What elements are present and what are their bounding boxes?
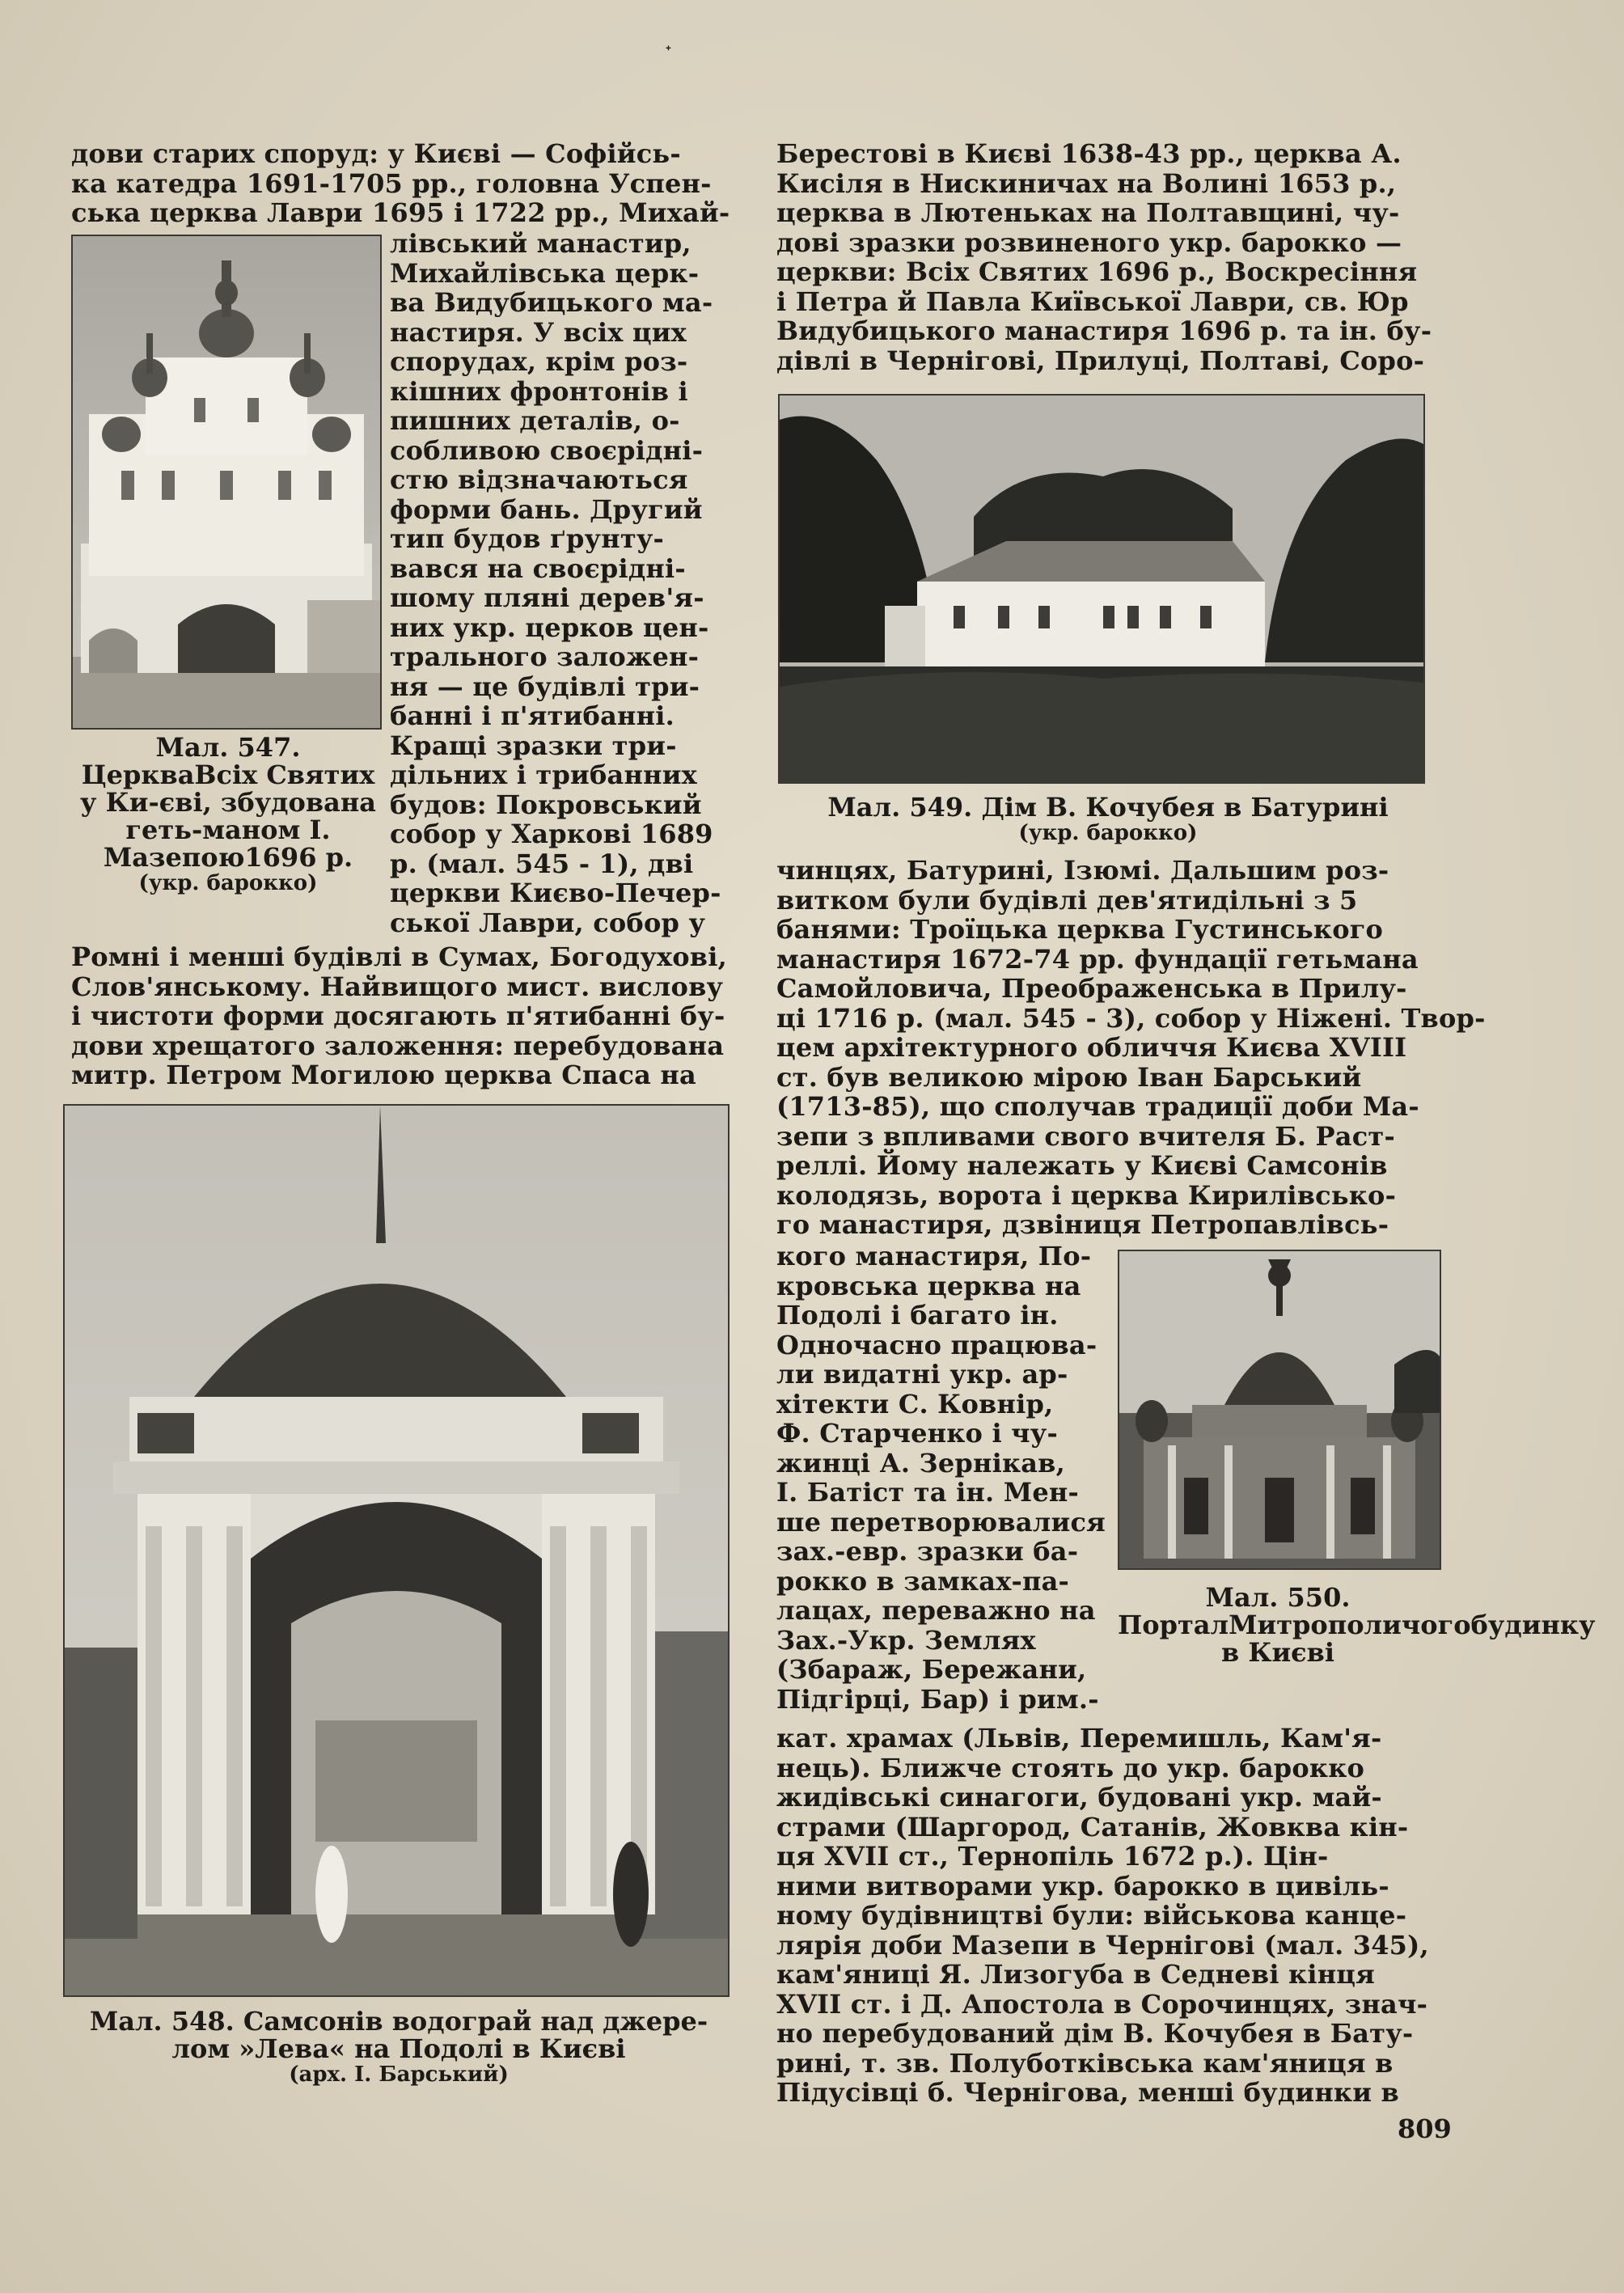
text-line: го манастиря, дзвіниця Петропавлівсь- — [776, 1209, 1389, 1240]
text-line: Самойловича, Преображенська в Прилу- — [776, 973, 1407, 1004]
figure-caption-note: (арх. І. Барський) — [289, 2062, 509, 2087]
text-line: кам'яниці Я. Лизогуба в Седневі кінця — [776, 1959, 1375, 1990]
fig549-photo — [778, 394, 1425, 784]
text-line: пишних деталів, о- — [390, 405, 680, 436]
text-line: жинці А. Зернікав, — [776, 1447, 1065, 1479]
text-line: ка катедра 1691-1705 рр., головна Успен- — [71, 167, 712, 199]
text-line: Кращі зразки три- — [390, 730, 677, 761]
text-line: дові зразки розвиненого укр. барокко — — [776, 226, 1402, 258]
text-line: і Петра й Павла Київської Лаври, св. Юр — [776, 286, 1409, 317]
text-line: дівлі в Чернігові, Прилуці, Полтаві, Соро- — [776, 345, 1425, 376]
text-line: церква в Лютеньках на Полтавщині, чу- — [776, 197, 1400, 228]
text-line: хітекти С. Ковнір, — [776, 1388, 1054, 1419]
text-line: Ф. Старченко і чу- — [776, 1418, 1058, 1449]
text-line: Мал. 547. Церква — [81, 732, 301, 790]
text-line: дови хрещатого заложення: перебудована — [71, 1030, 725, 1061]
paragraph — [71, 139, 733, 228]
text-line: шому пляні дерев'я- — [390, 582, 704, 613]
church-all-saints-image — [73, 236, 380, 728]
right-mid-text — [776, 855, 1486, 1240]
text-line: форми бань. Другий — [390, 493, 703, 525]
text-line: єві, збудована геть- — [125, 787, 376, 845]
fig550-caption — [1118, 1582, 1596, 1668]
text-line: но перебудований дім В. Кочубея в Бату- — [776, 2018, 1414, 2049]
figure-caption-note: (укр. барокко) — [138, 871, 318, 895]
text-line: Одночасно працюва- — [776, 1329, 1097, 1360]
text-line: них укр. церков цен- — [390, 611, 709, 643]
paragraph — [776, 1724, 1443, 2108]
samson-fountain-image — [65, 1106, 728, 1995]
text-line: нець). Ближче стоять до укр. барокко — [776, 1752, 1365, 1783]
text-line: XVII ст. і Д. Апостола в Сорочинцях, знач- — [776, 1988, 1428, 2020]
paragraph — [776, 855, 1486, 1240]
text-line: рині, т. зв. Полуботківська кам'яниця в — [776, 2047, 1394, 2079]
fig547-caption — [71, 734, 385, 895]
right-top-text — [776, 139, 1433, 375]
text-line: собор у Харкові 1689 — [390, 819, 713, 849]
text-line: Михайлівська церк- — [390, 257, 700, 289]
text-line: манастиря 1672-74 рр. фундації гетьмана — [776, 943, 1419, 975]
text-line: Слов'янському. Найвищого мист. вислову — [71, 971, 724, 1002]
text-line: Ромні і менші будівлі в Сумах, Богодухові, — [71, 941, 727, 972]
text-line: банні і п'ятибанні. — [390, 700, 675, 731]
left-beside-fig547-text — [390, 229, 733, 937]
text-line: колодязь, ворота і церква Кирилівсько- — [776, 1179, 1397, 1211]
fig550-photo — [1118, 1250, 1441, 1570]
figure-caption — [71, 734, 385, 871]
text-line: цем архітектурного обличчя Києва XVIII — [776, 1032, 1407, 1063]
text-line: будинку в Києві — [1220, 1610, 1596, 1668]
text-line: Зах.-Укр. Землях — [776, 1624, 1036, 1656]
text-line: лацах, переважно на — [776, 1595, 1096, 1626]
left-top-text — [71, 139, 733, 228]
text-line: стю відзначаються — [390, 464, 688, 495]
text-line: Кисіля в Нискиничах на Волині 1653 р., — [776, 167, 1397, 199]
text-line: Видубицького манастиря 1696 р. та ін. бу- — [776, 315, 1432, 346]
right-beside-fig550-text — [776, 1242, 1116, 1714]
text-line: ської Лаври, собор у — [390, 907, 706, 938]
text-line: лом »Лева« на Подолі в Києві — [171, 2033, 626, 2064]
text-line: банями: Троїцька церква Густинського — [776, 914, 1384, 945]
stray-mark: ᐩ — [665, 42, 672, 62]
text-line: І. Батіст та ін. Мен- — [776, 1477, 1080, 1508]
text-line: ше перетворювалися — [776, 1506, 1106, 1538]
text-line: Мал. 550. Портал — [1118, 1582, 1351, 1640]
text-line: кат. храмах (Львів, Перемишль, Кам'я- — [776, 1723, 1382, 1754]
text-line: (1713-85), що сполучав традиції доби Ма- — [776, 1091, 1419, 1122]
text-line: вався на своєрідні- — [390, 552, 686, 584]
figure-caption-note: (укр. барокко) — [1018, 821, 1198, 845]
text-line: зепи з впливами свого вчителя Б. Раст- — [776, 1120, 1395, 1152]
fig547-photo — [71, 235, 382, 730]
fig548-photo — [63, 1104, 730, 1997]
text-line: чинцях, Батурині, Ізюмі. Дальшим роз- — [776, 855, 1389, 886]
text-line: трального заложен- — [390, 641, 700, 672]
text-line: спорудах, крім роз- — [390, 346, 688, 377]
text-line: жидівські синагоги, будовані укр. май- — [776, 1782, 1382, 1813]
text-line: Берестові в Києві 1638-43 рр., церква А. — [776, 138, 1402, 169]
text-line: Митрополичого — [1229, 1610, 1471, 1640]
right-bottom-text — [776, 1724, 1443, 2108]
text-line: ли видатні укр. ар- — [776, 1359, 1068, 1390]
text-line: собливою своєрідні- — [390, 434, 704, 466]
text-line: лярія доби Мазепи в Чернігові (мал. 345), — [776, 1929, 1429, 1961]
text-line: ці 1716 р. (мал. 545 - 3), собор у Ніжені. Твор- — [776, 1002, 1486, 1034]
text-line: (Збараж, Бережани, — [776, 1654, 1087, 1685]
text-line: ня — це будівлі три- — [390, 671, 700, 702]
metropolitan-portal-image — [1119, 1251, 1440, 1568]
text-line: Всіх Святих у Ки- — [80, 759, 375, 818]
fig548-caption — [63, 2007, 734, 2087]
text-line: ст. був великою мірою Іван Барський — [776, 1061, 1362, 1093]
text-line: Підгірці, Бар) і рим.- — [776, 1683, 1099, 1715]
text-line: лівський манастир, — [390, 228, 691, 259]
text-line: будов: Покровський — [390, 789, 702, 820]
text-line: настиря. У всіх цих — [390, 316, 687, 348]
paragraph — [776, 1242, 1116, 1714]
text-line: 1696 р. — [244, 842, 353, 873]
text-line: ця XVII ст., Тернопіль 1672 р.). Цін- — [776, 1841, 1329, 1872]
page-number: 809 — [1398, 2113, 1452, 2144]
text-line: церкви: Всіх Святих 1696 р., Воскресіння — [776, 256, 1418, 287]
text-line: кішних фронтонів і — [390, 375, 688, 407]
text-line: церкви Києво-Печер- — [390, 878, 721, 908]
text-line: маном І. Мазепою — [103, 814, 331, 873]
text-line: ська церква Лаври 1695 і 1722 рр., Михай- — [71, 197, 730, 228]
figure-caption — [1118, 1582, 1596, 1668]
figure-caption: Мал. 549. Дім В. Кочубея в Батурині — [827, 792, 1389, 823]
text-line: ному будівництві були: військова канце- — [776, 1900, 1407, 1931]
text-line: дови старих споруд: у Києві — Софійсь- — [71, 138, 681, 169]
text-line: рокко в замках-па- — [776, 1565, 1069, 1597]
text-line: Підусівці б. Чернігова, менші будинки в — [776, 2077, 1399, 2108]
text-line: Подолі і багато ін. — [776, 1300, 1059, 1331]
text-line: ними витворами укр. барокко в цивіль- — [776, 1870, 1389, 1902]
paragraph — [776, 139, 1433, 375]
paragraph — [71, 942, 733, 1090]
text-line: і чистоти форми досягають п'ятибанні бу- — [71, 1001, 725, 1031]
text-line: тип будов ґрунту- — [390, 523, 665, 554]
text-line: страми (Шаргород, Сатанів, Жовква кін- — [776, 1811, 1409, 1842]
text-line: витком були будівлі дев'ятидільні з 5 — [776, 884, 1358, 916]
text-line: реллі. Йому належать у Києві Самсонів — [776, 1150, 1388, 1181]
text-line: ва Видубицького ма- — [390, 287, 713, 318]
text-line: р. (мал. 545 - 1), дві — [390, 848, 694, 879]
text-line: дільних і трибанних — [390, 759, 697, 790]
text-line: Мал. 548. Самсонів водограй над джере- — [89, 2006, 708, 2037]
kochubey-house-image — [780, 396, 1423, 782]
fig549-caption — [778, 793, 1438, 845]
text-line: кровська церква на — [776, 1270, 1081, 1301]
text-line: кого манастиря, По- — [776, 1241, 1092, 1271]
left-bottom-text — [71, 942, 733, 1090]
paragraph — [390, 229, 733, 937]
figure-caption — [63, 2007, 734, 2062]
text-line: митр. Петром Могилою церква Спаса на — [71, 1060, 696, 1090]
text-line: зах.-евр. зразки ба- — [776, 1536, 1079, 1567]
